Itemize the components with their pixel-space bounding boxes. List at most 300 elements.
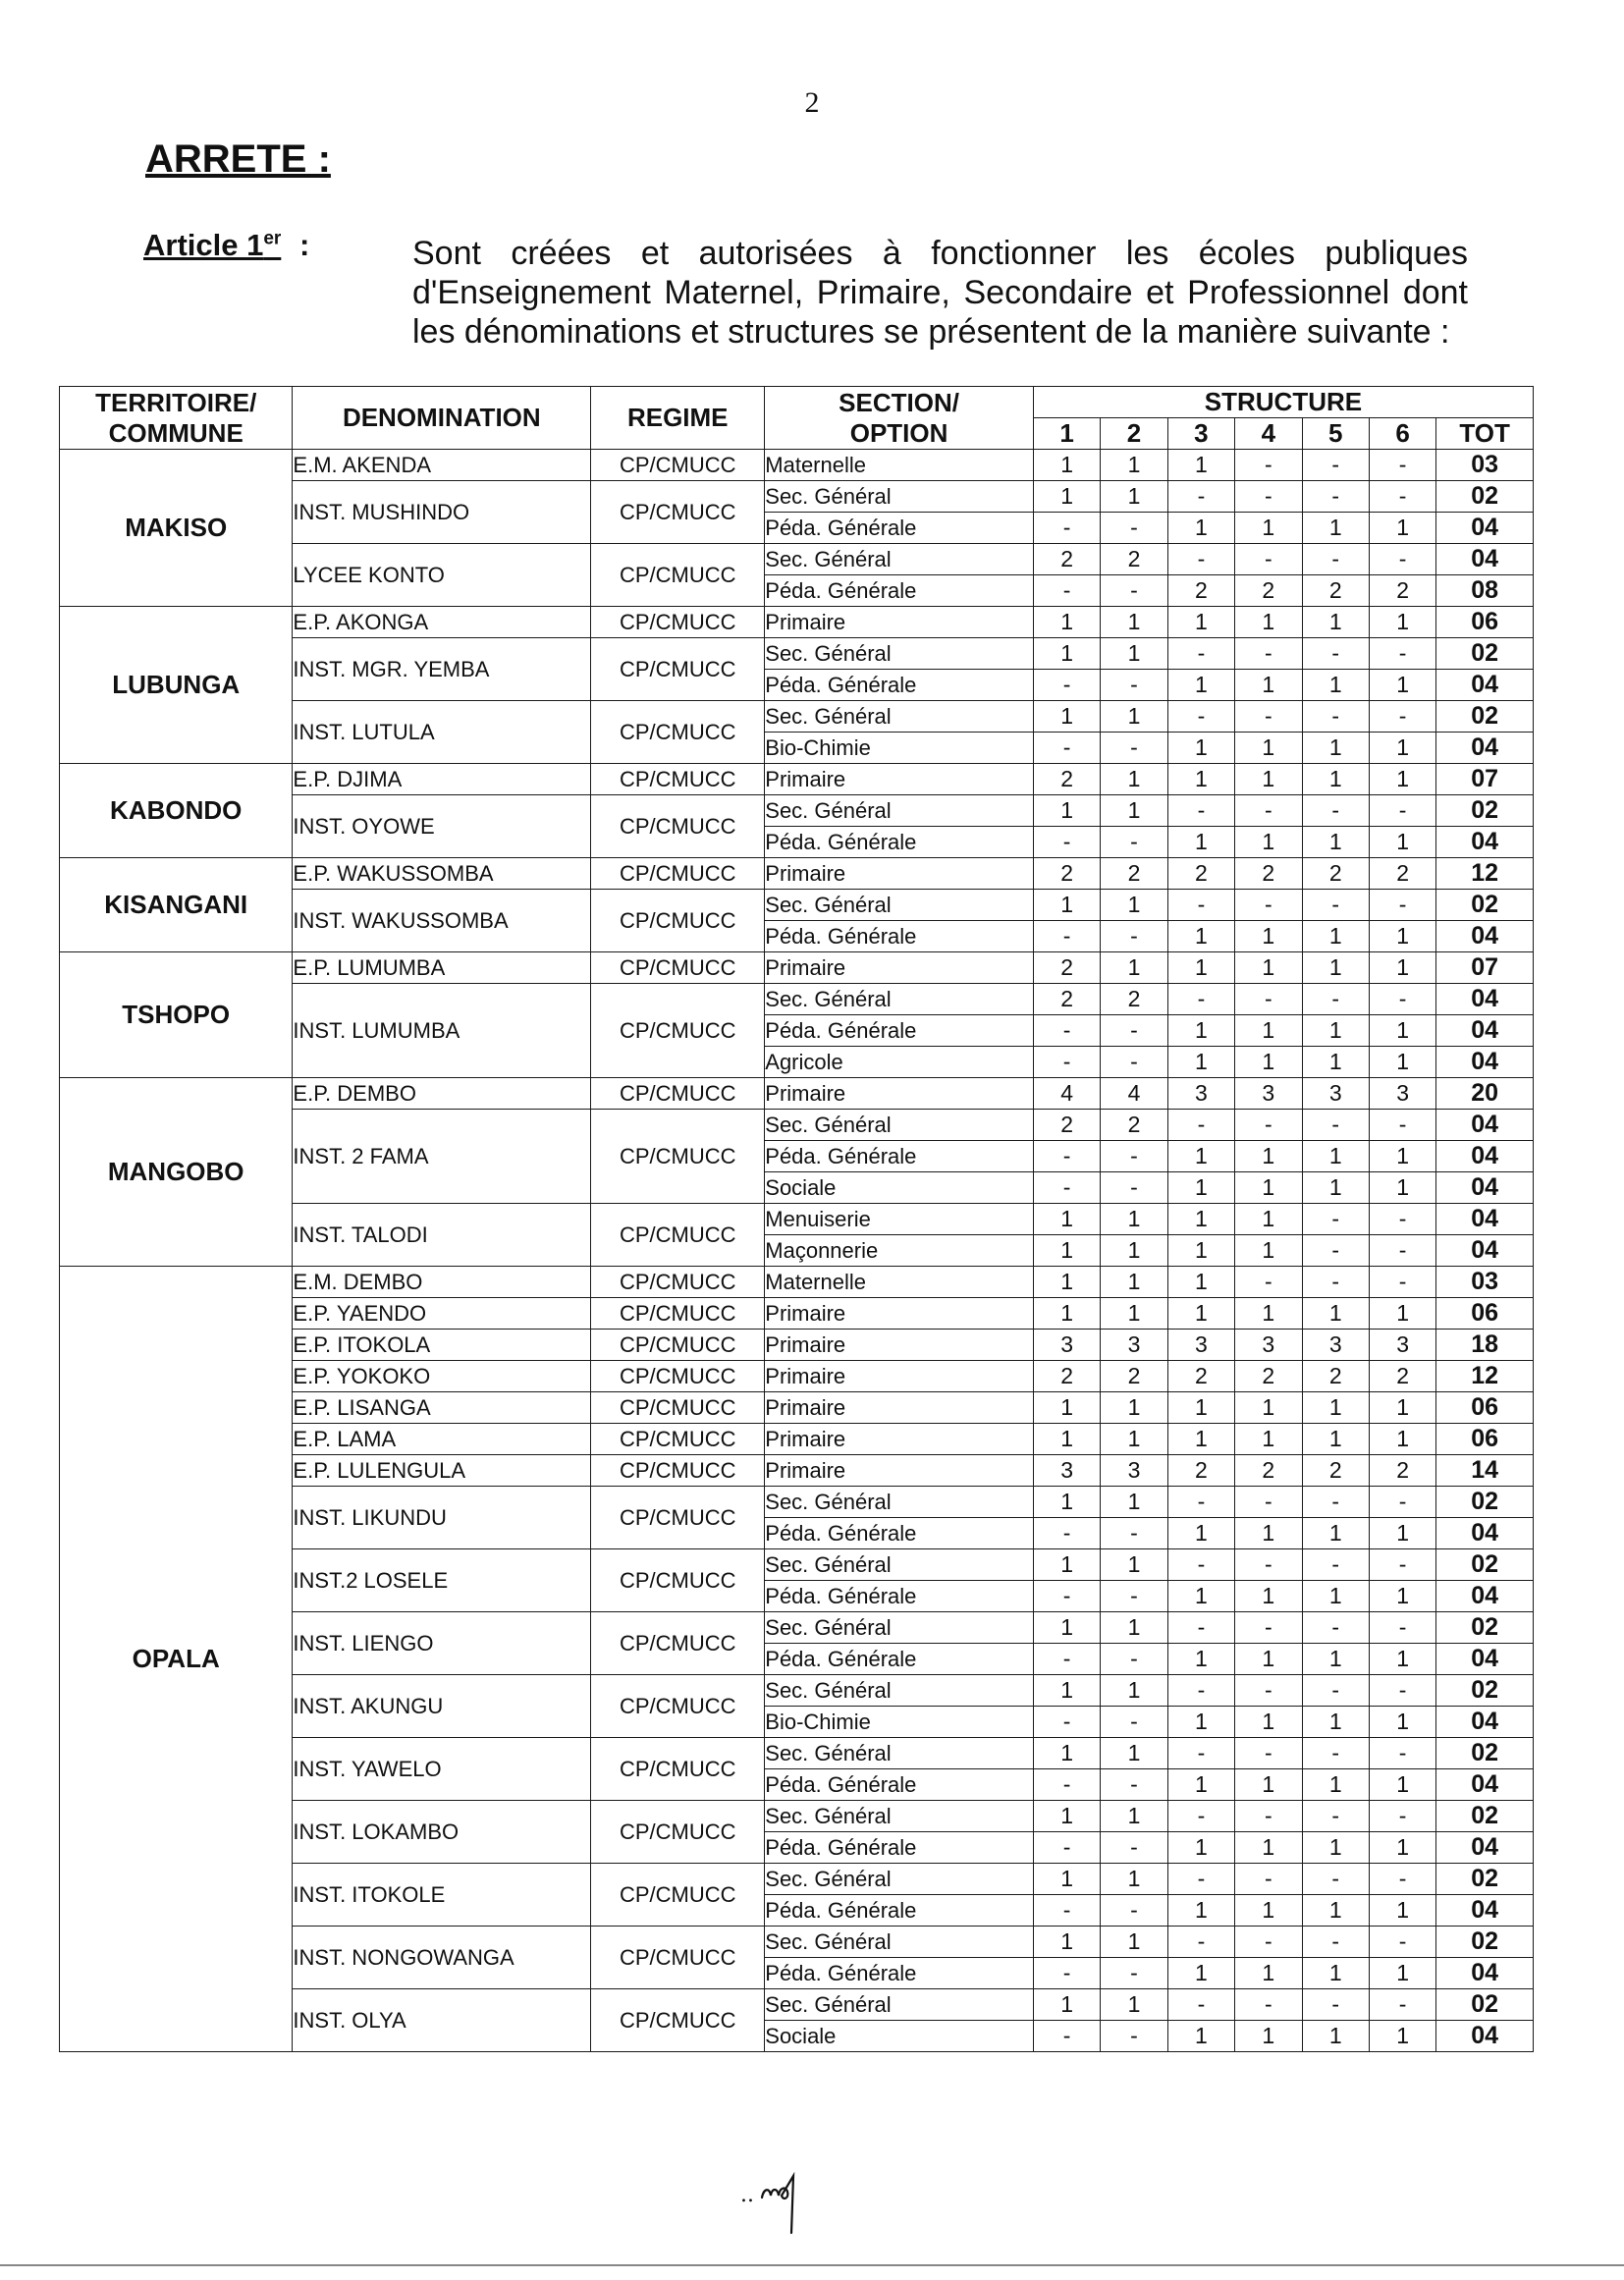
level-6-cell: - (1369, 481, 1435, 513)
level-1-cell: 1 (1033, 607, 1100, 638)
level-1-cell: 1 (1033, 1864, 1100, 1895)
regime-cell: CP/CMUCC (591, 1204, 765, 1267)
total-cell: 02 (1436, 1989, 1534, 2021)
level-4-cell: 1 (1235, 764, 1302, 795)
total-cell: 20 (1436, 1078, 1534, 1110)
denomination-cell: INST. LOKAMBO (293, 1801, 591, 1864)
section-cell: Menuiserie (765, 1204, 1034, 1235)
total-cell: 02 (1436, 481, 1534, 513)
level-1-cell: 2 (1033, 544, 1100, 575)
level-2-cell: - (1101, 1644, 1167, 1675)
table-row (60, 450, 1534, 481)
total-cell: 04 (1436, 1644, 1534, 1675)
level-4-cell: - (1235, 1267, 1302, 1298)
denomination-cell: INST. OYOWE (293, 795, 591, 858)
level-6-cell: 1 (1369, 1958, 1435, 1989)
article-superscript: er (263, 228, 282, 249)
regime-cell: CP/CMUCC (591, 952, 765, 984)
section-cell: Maternelle (765, 1267, 1034, 1298)
denomination-cell: E.M. AKENDA (293, 450, 591, 481)
denomination-cell: E.P. YOKOKO (293, 1361, 591, 1392)
level-3-cell: 2 (1167, 1361, 1234, 1392)
total-cell: 04 (1436, 1581, 1534, 1612)
schools-structure-table (59, 386, 1534, 2052)
level-3-cell: - (1167, 1675, 1234, 1707)
total-cell: 02 (1436, 638, 1534, 670)
header-territoire (60, 387, 293, 450)
level-3-cell: - (1167, 701, 1234, 733)
level-1-cell: 1 (1033, 701, 1100, 733)
level-2-cell: 1 (1101, 481, 1167, 513)
regime-cell: CP/CMUCC (591, 795, 765, 858)
level-5-cell: 1 (1302, 827, 1369, 858)
level-5-cell: 1 (1302, 1392, 1369, 1424)
total-cell: 03 (1436, 450, 1534, 481)
section-cell: Sec. Général (765, 1675, 1034, 1707)
level-6-cell: 1 (1369, 764, 1435, 795)
section-cell: Primaire (765, 952, 1034, 984)
level-4-cell: 1 (1235, 1015, 1302, 1047)
level-2-cell: 1 (1101, 1675, 1167, 1707)
level-2-cell: - (1101, 921, 1167, 952)
level-6-cell: - (1369, 1801, 1435, 1832)
level-3-cell: 1 (1167, 1267, 1234, 1298)
article-number: Article 1 (143, 228, 264, 262)
level-4-cell: 1 (1235, 1047, 1302, 1078)
level-1-cell: 1 (1033, 1801, 1100, 1832)
level-5-cell: 1 (1302, 670, 1369, 701)
regime-cell: CP/CMUCC (591, 1455, 765, 1487)
section-cell: Sec. Général (765, 1801, 1034, 1832)
level-4-cell: 1 (1235, 1707, 1302, 1738)
total-cell: 06 (1436, 607, 1534, 638)
level-5-cell: - (1302, 1989, 1369, 2021)
level-6-cell: - (1369, 1487, 1435, 1518)
level-2-cell: - (1101, 670, 1167, 701)
level-6-cell: - (1369, 984, 1435, 1015)
territoire-cell: MANGOBO (60, 1078, 293, 1267)
level-2-cell: 1 (1101, 890, 1167, 921)
section-cell: Primaire (765, 1455, 1034, 1487)
level-3-cell: 1 (1167, 827, 1234, 858)
level-3-cell: 1 (1167, 1958, 1234, 1989)
section-cell: Péda. Générale (765, 1581, 1034, 1612)
level-6-cell: 1 (1369, 1895, 1435, 1927)
level-4-cell: 1 (1235, 952, 1302, 984)
level-2-cell: 1 (1101, 638, 1167, 670)
level-5-cell: - (1302, 1612, 1369, 1644)
level-2-cell: - (1101, 827, 1167, 858)
total-cell: 04 (1436, 1015, 1534, 1047)
level-4-cell: 1 (1235, 1958, 1302, 1989)
denomination-cell: INST. NONGOWANGA (293, 1927, 591, 1989)
level-6-cell: 1 (1369, 1644, 1435, 1675)
denomination-cell: INST. MUSHINDO (293, 481, 591, 544)
level-5-cell: 1 (1302, 1769, 1369, 1801)
page-number: 2 (804, 86, 820, 119)
header-territoire-line1: TERRITOIRE/ (95, 387, 257, 417)
level-5-cell: 1 (1302, 1581, 1369, 1612)
level-2-cell: 4 (1101, 1078, 1167, 1110)
level-3-cell: - (1167, 638, 1234, 670)
level-5-cell: 1 (1302, 1424, 1369, 1455)
total-cell: 14 (1436, 1455, 1534, 1487)
total-cell: 04 (1436, 1518, 1534, 1549)
level-6-cell: 1 (1369, 952, 1435, 984)
level-6-cell: 1 (1369, 733, 1435, 764)
level-3-cell: - (1167, 1927, 1234, 1958)
section-cell: Sec. Général (765, 638, 1034, 670)
level-5-cell: 1 (1302, 1895, 1369, 1927)
level-6-cell: 1 (1369, 2021, 1435, 2052)
level-2-cell: - (1101, 1518, 1167, 1549)
level-5-cell: 3 (1302, 1078, 1369, 1110)
level-4-cell: 1 (1235, 670, 1302, 701)
total-cell: 04 (1436, 513, 1534, 544)
level-3-cell: 3 (1167, 1330, 1234, 1361)
article-colon: : (298, 228, 310, 262)
regime-cell: CP/CMUCC (591, 1330, 765, 1361)
bottom-rule (0, 2264, 1624, 2266)
regime-cell: CP/CMUCC (591, 1675, 765, 1738)
denomination-cell: INST. YAWELO (293, 1738, 591, 1801)
level-3-cell: - (1167, 984, 1234, 1015)
header-level-3: 3 (1167, 418, 1234, 450)
level-6-cell: 1 (1369, 1769, 1435, 1801)
level-6-cell: - (1369, 1927, 1435, 1958)
level-3-cell: 1 (1167, 1707, 1234, 1738)
regime-cell: CP/CMUCC (591, 764, 765, 795)
level-3-cell: 1 (1167, 1298, 1234, 1330)
level-6-cell: - (1369, 795, 1435, 827)
regime-cell: CP/CMUCC (591, 984, 765, 1078)
level-2-cell: 1 (1101, 1235, 1167, 1267)
level-4-cell: - (1235, 1801, 1302, 1832)
denomination-cell: INST. WAKUSSOMBA (293, 890, 591, 952)
regime-cell: CP/CMUCC (591, 607, 765, 638)
level-5-cell: 1 (1302, 1015, 1369, 1047)
total-cell: 07 (1436, 952, 1534, 984)
header-level-2: 2 (1101, 418, 1167, 450)
section-cell: Agricole (765, 1047, 1034, 1078)
regime-cell: CP/CMUCC (591, 701, 765, 764)
level-1-cell: - (1033, 1895, 1100, 1927)
level-4-cell: - (1235, 450, 1302, 481)
level-2-cell: - (1101, 1141, 1167, 1172)
level-6-cell: 1 (1369, 1172, 1435, 1204)
total-cell: 04 (1436, 544, 1534, 575)
denomination-cell: INST. LIKUNDU (293, 1487, 591, 1549)
level-4-cell: - (1235, 984, 1302, 1015)
section-cell: Sociale (765, 2021, 1034, 2052)
total-cell: 04 (1436, 2021, 1534, 2052)
section-cell: Primaire (765, 1298, 1034, 1330)
level-4-cell: 1 (1235, 1769, 1302, 1801)
denomination-cell: INST. LIENGO (293, 1612, 591, 1675)
level-4-cell: - (1235, 890, 1302, 921)
level-5-cell: 1 (1302, 1298, 1369, 1330)
level-6-cell: 1 (1369, 1015, 1435, 1047)
level-3-cell: - (1167, 544, 1234, 575)
level-6-cell: 1 (1369, 1832, 1435, 1864)
level-1-cell: 1 (1033, 1424, 1100, 1455)
level-1-cell: - (1033, 1141, 1100, 1172)
level-1-cell: 2 (1033, 952, 1100, 984)
total-cell: 12 (1436, 858, 1534, 890)
total-cell: 02 (1436, 701, 1534, 733)
article-line: d'Enseignement Maternel, Primaire, Secondaire et Professionnel dont (412, 274, 1468, 311)
section-cell: Péda. Générale (765, 921, 1034, 952)
level-6-cell: 3 (1369, 1330, 1435, 1361)
total-cell: 02 (1436, 1487, 1534, 1518)
section-cell: Sec. Général (765, 984, 1034, 1015)
level-4-cell: 1 (1235, 1235, 1302, 1267)
level-4-cell: 1 (1235, 1581, 1302, 1612)
heading-arrete: ARRETE : (145, 137, 331, 181)
level-4-cell: 1 (1235, 513, 1302, 544)
level-4-cell: - (1235, 1612, 1302, 1644)
level-6-cell: - (1369, 1864, 1435, 1895)
denomination-cell: E.P. LUMUMBA (293, 952, 591, 984)
level-4-cell: 1 (1235, 1392, 1302, 1424)
table-row (60, 764, 1534, 795)
level-3-cell: 1 (1167, 1581, 1234, 1612)
denomination-cell: E.M. DEMBO (293, 1267, 591, 1298)
section-cell: Sec. Général (765, 1927, 1034, 1958)
regime-cell: CP/CMUCC (591, 1298, 765, 1330)
level-1-cell: 1 (1033, 1487, 1100, 1518)
section-cell: Sec. Général (765, 481, 1034, 513)
level-2-cell: 1 (1101, 1267, 1167, 1298)
level-3-cell: 1 (1167, 1424, 1234, 1455)
section-cell: Sec. Général (765, 1864, 1034, 1895)
section-cell: Péda. Générale (765, 575, 1034, 607)
regime-cell: CP/CMUCC (591, 450, 765, 481)
level-1-cell: 2 (1033, 1361, 1100, 1392)
level-3-cell: 1 (1167, 952, 1234, 984)
level-4-cell: 1 (1235, 1204, 1302, 1235)
total-cell: 06 (1436, 1424, 1534, 1455)
level-1-cell: 1 (1033, 1549, 1100, 1581)
level-1-cell: - (1033, 827, 1100, 858)
regime-cell: CP/CMUCC (591, 544, 765, 607)
signature-initials-icon (738, 2158, 817, 2237)
level-6-cell: 1 (1369, 1298, 1435, 1330)
article-text (412, 234, 1468, 352)
level-5-cell: - (1302, 795, 1369, 827)
level-5-cell: - (1302, 1738, 1369, 1769)
denomination-cell: INST. ITOKOLE (293, 1864, 591, 1927)
denomination-cell: E.P. DEMBO (293, 1078, 591, 1110)
article-line: Sont créées et autorisées à fonctionner les écoles publiques (412, 235, 1468, 272)
level-4-cell: - (1235, 1864, 1302, 1895)
level-1-cell: - (1033, 1958, 1100, 1989)
total-cell: 04 (1436, 827, 1534, 858)
level-3-cell: - (1167, 1989, 1234, 2021)
level-6-cell: - (1369, 701, 1435, 733)
level-3-cell: 1 (1167, 1895, 1234, 1927)
total-cell: 04 (1436, 1204, 1534, 1235)
denomination-cell: E.P. LISANGA (293, 1392, 591, 1424)
level-3-cell: 1 (1167, 513, 1234, 544)
level-3-cell: 1 (1167, 2021, 1234, 2052)
level-5-cell: 1 (1302, 1832, 1369, 1864)
level-5-cell: - (1302, 984, 1369, 1015)
denomination-cell: INST. OLYA (293, 1989, 591, 2052)
level-1-cell: - (1033, 1644, 1100, 1675)
level-2-cell: 1 (1101, 1549, 1167, 1581)
level-1-cell: - (1033, 733, 1100, 764)
level-3-cell: 1 (1167, 1392, 1234, 1424)
level-4-cell: 1 (1235, 921, 1302, 952)
section-cell: Primaire (765, 1392, 1034, 1424)
level-5-cell: 1 (1302, 1644, 1369, 1675)
section-cell: Sec. Général (765, 1110, 1034, 1141)
level-5-cell: 2 (1302, 1361, 1369, 1392)
header-level-4: 4 (1235, 418, 1302, 450)
section-cell: Péda. Générale (765, 1832, 1034, 1864)
level-2-cell: 1 (1101, 1738, 1167, 1769)
level-2-cell: 3 (1101, 1330, 1167, 1361)
level-5-cell: - (1302, 1927, 1369, 1958)
table-row (60, 952, 1534, 984)
total-cell: 04 (1436, 733, 1534, 764)
article-label (143, 228, 309, 263)
level-3-cell: 1 (1167, 1518, 1234, 1549)
level-2-cell: 1 (1101, 1927, 1167, 1958)
level-6-cell: 1 (1369, 1581, 1435, 1612)
denomination-cell: INST. 2 FAMA (293, 1110, 591, 1204)
section-cell: Sec. Général (765, 890, 1034, 921)
total-cell: 04 (1436, 670, 1534, 701)
regime-cell: CP/CMUCC (591, 1549, 765, 1612)
header-regime: REGIME (591, 387, 765, 450)
section-cell: Péda. Générale (765, 670, 1034, 701)
header-structure: STRUCTURE (1033, 387, 1533, 418)
regime-cell: CP/CMUCC (591, 1267, 765, 1298)
level-2-cell: - (1101, 1015, 1167, 1047)
total-cell: 02 (1436, 1801, 1534, 1832)
level-5-cell: 1 (1302, 513, 1369, 544)
level-3-cell: - (1167, 1738, 1234, 1769)
total-cell: 08 (1436, 575, 1534, 607)
level-2-cell: - (1101, 1958, 1167, 1989)
total-cell: 02 (1436, 1675, 1534, 1707)
total-cell: 02 (1436, 1549, 1534, 1581)
level-3-cell: 2 (1167, 858, 1234, 890)
total-cell: 04 (1436, 1769, 1534, 1801)
level-4-cell: 1 (1235, 1832, 1302, 1864)
territoire-cell: MAKISO (60, 450, 293, 607)
level-4-cell: 1 (1235, 1172, 1302, 1204)
level-1-cell: 2 (1033, 764, 1100, 795)
regime-cell: CP/CMUCC (591, 1612, 765, 1675)
level-2-cell: - (1101, 1172, 1167, 1204)
section-cell: Péda. Générale (765, 1518, 1034, 1549)
territoire-cell: KABONDO (60, 764, 293, 858)
level-4-cell: - (1235, 1110, 1302, 1141)
section-cell: Péda. Générale (765, 1015, 1034, 1047)
total-cell: 03 (1436, 1267, 1534, 1298)
header-total: TOT (1436, 418, 1534, 450)
regime-cell: CP/CMUCC (591, 638, 765, 701)
level-5-cell: 1 (1302, 1047, 1369, 1078)
level-2-cell: 3 (1101, 1455, 1167, 1487)
level-2-cell: 1 (1101, 952, 1167, 984)
level-6-cell: 1 (1369, 921, 1435, 952)
total-cell: 04 (1436, 1110, 1534, 1141)
section-cell: Péda. Générale (765, 827, 1034, 858)
table-body (60, 450, 1534, 2052)
total-cell: 04 (1436, 1707, 1534, 1738)
level-1-cell: - (1033, 1769, 1100, 1801)
level-1-cell: 1 (1033, 1204, 1100, 1235)
level-2-cell: 1 (1101, 1612, 1167, 1644)
header-level-1: 1 (1033, 418, 1100, 450)
level-3-cell: 1 (1167, 764, 1234, 795)
level-5-cell: - (1302, 1675, 1369, 1707)
total-cell: 06 (1436, 1392, 1534, 1424)
section-cell: Sec. Général (765, 1549, 1034, 1581)
level-4-cell: - (1235, 701, 1302, 733)
section-cell: Péda. Générale (765, 1895, 1034, 1927)
level-3-cell: 1 (1167, 670, 1234, 701)
level-1-cell: 1 (1033, 1612, 1100, 1644)
level-4-cell: 1 (1235, 1518, 1302, 1549)
level-2-cell: 1 (1101, 1392, 1167, 1424)
level-4-cell: 1 (1235, 1141, 1302, 1172)
level-6-cell: 1 (1369, 513, 1435, 544)
regime-cell: CP/CMUCC (591, 1487, 765, 1549)
article-label-text (143, 228, 281, 262)
level-2-cell: 2 (1101, 858, 1167, 890)
section-cell: Primaire (765, 1078, 1034, 1110)
total-cell: 12 (1436, 1361, 1534, 1392)
level-3-cell: 3 (1167, 1078, 1234, 1110)
level-5-cell: 1 (1302, 607, 1369, 638)
level-5-cell: - (1302, 1864, 1369, 1895)
level-6-cell: 2 (1369, 1455, 1435, 1487)
level-2-cell: - (1101, 1047, 1167, 1078)
level-6-cell: 1 (1369, 1141, 1435, 1172)
level-3-cell: - (1167, 481, 1234, 513)
section-cell: Primaire (765, 1330, 1034, 1361)
level-2-cell: 1 (1101, 1424, 1167, 1455)
total-cell: 02 (1436, 890, 1534, 921)
level-4-cell: 1 (1235, 827, 1302, 858)
table-header-row (60, 387, 1534, 418)
level-6-cell: - (1369, 1738, 1435, 1769)
level-6-cell: 1 (1369, 1518, 1435, 1549)
denomination-cell: E.P. ITOKOLA (293, 1330, 591, 1361)
level-3-cell: 1 (1167, 1047, 1234, 1078)
level-3-cell: - (1167, 795, 1234, 827)
section-cell: Sec. Général (765, 701, 1034, 733)
level-1-cell: - (1033, 2021, 1100, 2052)
level-5-cell: - (1302, 890, 1369, 921)
level-4-cell: 3 (1235, 1078, 1302, 1110)
level-1-cell: 1 (1033, 1927, 1100, 1958)
level-4-cell: 3 (1235, 1330, 1302, 1361)
section-cell: Sec. Général (765, 795, 1034, 827)
level-3-cell: 1 (1167, 1204, 1234, 1235)
level-1-cell: 1 (1033, 890, 1100, 921)
denomination-cell: INST. MGR. YEMBA (293, 638, 591, 701)
section-cell: Primaire (765, 1424, 1034, 1455)
level-1-cell: 1 (1033, 1235, 1100, 1267)
regime-cell: CP/CMUCC (591, 1110, 765, 1204)
section-cell: Primaire (765, 607, 1034, 638)
